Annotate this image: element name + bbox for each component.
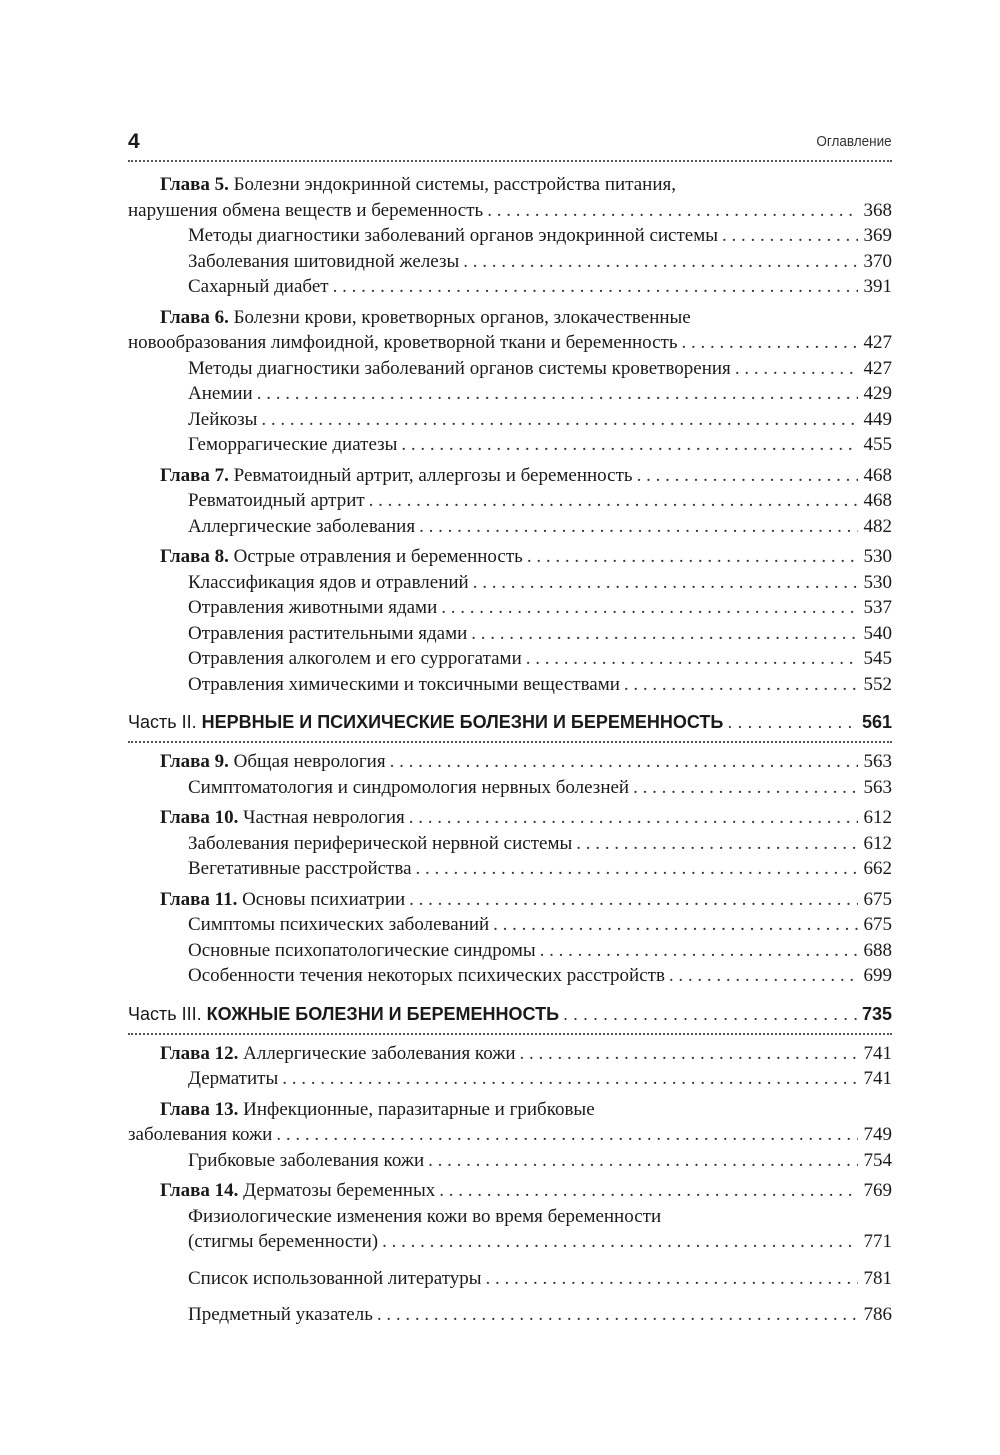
dot-leader xyxy=(633,775,858,801)
toc-section[interactable] xyxy=(128,570,892,596)
page-ref: 675 xyxy=(863,914,892,935)
dot-leader xyxy=(377,1302,858,1328)
part-title: НЕРВНЫЕ И ПСИХИЧЕСКИЕ БОЛЕЗНИ И БЕРЕМЕННОСТЬ xyxy=(201,712,724,732)
dot-leader xyxy=(527,544,858,570)
dot-leader xyxy=(276,1122,858,1148)
toc-section[interactable] xyxy=(128,646,892,672)
chapter-label: Глава 10. xyxy=(160,807,239,828)
page-ref: 563 xyxy=(863,751,892,772)
toc-section[interactable] xyxy=(128,963,892,989)
dot-leader xyxy=(463,249,858,275)
entry-title: Частная неврология xyxy=(243,807,405,828)
toc-section[interactable] xyxy=(128,621,892,647)
entry-title-cont: (стигмы беременности) xyxy=(188,1231,379,1252)
entry-title: Отравления алкоголем и его суррогатами xyxy=(188,648,522,669)
page-ref: 769 xyxy=(863,1180,892,1201)
part-label: Часть III. xyxy=(128,1003,202,1024)
page-ref: 530 xyxy=(863,546,892,567)
dot-leader xyxy=(257,381,858,407)
entry-title: Острые отравления и беременность xyxy=(233,546,523,567)
entry-title-cont: новообразования лимфоидной, кроветворной ткани и беременность xyxy=(128,332,678,353)
toc-section[interactable] xyxy=(128,432,892,458)
page-ref: 455 xyxy=(863,434,892,455)
page-ref: 468 xyxy=(863,464,892,486)
page-ref: 427 xyxy=(863,332,892,353)
page-ref: 735 xyxy=(861,1003,892,1024)
toc-section[interactable] xyxy=(128,381,892,407)
entry-title: Болезни крови, кроветворных органов, злокачественные xyxy=(233,306,691,328)
toc-section[interactable] xyxy=(128,249,892,275)
page-ref: 391 xyxy=(863,276,892,297)
chapter-label: Глава 5. xyxy=(160,174,229,195)
entry-title: Болезни эндокринной системы, расстройства питания, xyxy=(233,174,676,195)
toc-section[interactable] xyxy=(128,912,892,938)
toc-section[interactable] xyxy=(128,1204,892,1255)
dot-leader xyxy=(493,912,858,938)
entry-title: Классификация ядов и отравлений xyxy=(188,571,469,593)
page-ref: 688 xyxy=(863,939,892,961)
entry-title: Дерматиты xyxy=(188,1068,279,1089)
dot-leader xyxy=(416,856,858,882)
page-ref: 537 xyxy=(863,597,892,618)
entry-title-cont: заболевания кожи xyxy=(128,1124,273,1145)
toc-section[interactable] xyxy=(128,1266,892,1292)
toc-section[interactable] xyxy=(128,775,892,801)
entry-title: Методы диагностики заболеваний органов системы кроветворения xyxy=(188,357,731,379)
header-divider xyxy=(128,160,892,162)
entry-title: Симптоматология и синдромология нервных болезней xyxy=(188,776,630,798)
dot-leader xyxy=(333,274,858,300)
entry-title: Заболевания шитовидной железы xyxy=(188,250,460,272)
page-ref: 749 xyxy=(863,1124,892,1145)
toc-section[interactable] xyxy=(128,514,892,540)
entry-title: Предметный указатель xyxy=(188,1304,373,1325)
entry-title: Аллергические заболевания кожи xyxy=(243,1042,516,1064)
entry-title: Анемии xyxy=(188,383,253,404)
part-title: КОЖНЫЕ БОЛЕЗНИ И БЕРЕМЕННОСТЬ xyxy=(206,1003,560,1024)
toc-section[interactable] xyxy=(128,595,892,621)
dot-leader xyxy=(735,356,858,382)
dot-leader xyxy=(369,488,858,514)
entry-title: Особенности течения некоторых психических расстройств xyxy=(188,965,665,986)
page-header xyxy=(128,130,892,160)
entry-title: Лейкозы xyxy=(188,408,258,430)
chapter-label: Глава 7. xyxy=(160,464,229,486)
dot-leader xyxy=(563,997,858,1031)
toc-chapter[interactable] xyxy=(128,749,892,775)
toc-section[interactable] xyxy=(128,223,892,249)
toc-chapter[interactable] xyxy=(128,305,892,356)
page-ref: 530 xyxy=(863,571,892,593)
entry-title: Вегетативные расстройства xyxy=(188,858,412,879)
entry-title: Дерматозы беременных xyxy=(243,1180,436,1201)
dot-leader xyxy=(520,1041,858,1067)
page-ref: 563 xyxy=(863,776,892,798)
chapter-label: Глава 11. xyxy=(160,888,238,910)
page-ref: 771 xyxy=(863,1231,892,1252)
entry-title: Сахарный диабет xyxy=(188,276,329,297)
chapter-label: Глава 6. xyxy=(160,306,229,328)
dot-leader xyxy=(540,938,858,964)
dot-leader xyxy=(637,463,858,489)
page-ref: 786 xyxy=(863,1304,892,1325)
part-label: Часть II. xyxy=(128,712,197,732)
page-ref: 545 xyxy=(863,648,892,669)
page-ref: 675 xyxy=(863,888,892,910)
entry-title: Методы диагностики заболеваний органов эндокринной системы xyxy=(188,225,719,246)
page-ref: 754 xyxy=(863,1149,892,1171)
chapter-label: Глава 13. xyxy=(160,1098,239,1120)
dot-leader xyxy=(624,672,858,698)
toc-chapter[interactable] xyxy=(128,1178,892,1204)
dot-leader xyxy=(576,831,858,857)
page-number: 4 xyxy=(128,130,140,153)
toc-chapter[interactable] xyxy=(128,887,892,913)
page-ref: 781 xyxy=(863,1267,892,1289)
toc-chapter[interactable] xyxy=(128,1041,892,1067)
part-divider xyxy=(128,741,892,743)
dot-leader xyxy=(526,646,858,672)
toc-part[interactable] xyxy=(128,997,892,1031)
toc-section[interactable] xyxy=(128,1302,892,1328)
page-ref: 540 xyxy=(863,622,892,644)
toc-section[interactable] xyxy=(128,488,892,514)
entry-title: Отравления химическими и токсичными веществами xyxy=(188,673,620,695)
entry-title: Инфекционные, паразитарные и грибковые xyxy=(243,1098,595,1120)
dot-leader xyxy=(727,705,858,739)
entry-title: Отравления животными ядами xyxy=(188,597,438,618)
page-ref: 368 xyxy=(863,199,892,221)
toc-section[interactable] xyxy=(128,407,892,433)
toc-section[interactable] xyxy=(128,831,892,857)
dot-leader xyxy=(401,432,858,458)
toc-section[interactable] xyxy=(128,274,892,300)
dot-leader xyxy=(261,407,858,433)
entry-title: Основные психопатологические синдромы xyxy=(188,939,536,961)
page-ref: 370 xyxy=(863,250,892,272)
entry-title: Геморрагические диатезы xyxy=(188,434,398,455)
toc-section[interactable] xyxy=(128,1148,892,1174)
toc-section[interactable] xyxy=(128,1066,892,1092)
entry-title: Отравления растительными ядами xyxy=(188,622,468,644)
page-ref: 612 xyxy=(863,807,892,828)
chapter-label: Глава 9. xyxy=(160,751,229,772)
dot-leader xyxy=(441,595,858,621)
entry-title: Основы психиатрии xyxy=(242,888,406,910)
entry-title: Аллергические заболевания xyxy=(188,515,416,537)
page-ref: 662 xyxy=(863,858,892,879)
toc-chapter[interactable] xyxy=(128,172,892,223)
page-ref: 741 xyxy=(863,1042,892,1064)
entry-title: Ревматоидный артрит, аллергозы и беременность xyxy=(233,464,633,486)
toc-part[interactable] xyxy=(128,705,892,739)
dot-leader xyxy=(419,514,858,540)
page-ref: 468 xyxy=(863,490,892,511)
dot-leader xyxy=(439,1178,858,1204)
dot-leader xyxy=(428,1148,858,1174)
page-ref: 429 xyxy=(863,383,892,404)
entry-title: Общая неврология xyxy=(233,751,386,772)
toc-section[interactable] xyxy=(128,672,892,698)
toc-section[interactable] xyxy=(128,356,892,382)
page-ref: 561 xyxy=(861,712,892,732)
page-ref: 427 xyxy=(863,357,892,379)
dot-leader xyxy=(409,805,858,831)
entry-title: Симптомы психических заболеваний xyxy=(188,914,490,935)
page-ref: 482 xyxy=(863,515,892,537)
toc-chapter[interactable] xyxy=(128,463,892,489)
toc-section[interactable] xyxy=(128,938,892,964)
toc-chapter[interactable] xyxy=(128,805,892,831)
toc-chapter[interactable] xyxy=(128,544,892,570)
entry-title: Список использованной литературы xyxy=(188,1267,482,1289)
page-ref: 612 xyxy=(863,832,892,854)
toc-section[interactable] xyxy=(128,856,892,882)
dot-leader xyxy=(682,330,858,356)
page-ref: 552 xyxy=(863,673,892,695)
chapter-label: Глава 8. xyxy=(160,546,229,567)
dot-leader xyxy=(473,570,858,596)
dot-leader xyxy=(471,621,858,647)
entry-title-cont: нарушения обмена веществ и беременность xyxy=(128,199,484,221)
dot-leader xyxy=(722,223,858,249)
table-of-contents xyxy=(128,172,892,1328)
dot-leader xyxy=(409,887,858,913)
entry-title: Грибковые заболевания кожи xyxy=(188,1149,425,1171)
dot-leader xyxy=(390,749,858,775)
entry-title: Заболевания периферической нервной системы xyxy=(188,832,573,854)
dot-leader xyxy=(487,198,858,224)
running-title: Оглавление xyxy=(816,133,892,150)
toc-chapter[interactable] xyxy=(128,1097,892,1148)
entry-title: Ревматоидный артрит xyxy=(188,490,365,511)
chapter-label: Глава 14. xyxy=(160,1180,239,1201)
dot-leader xyxy=(382,1229,858,1255)
dot-leader xyxy=(486,1266,858,1292)
page-ref: 741 xyxy=(863,1068,892,1089)
dot-leader xyxy=(282,1066,858,1092)
part-divider xyxy=(128,1033,892,1035)
chapter-label: Глава 12. xyxy=(160,1042,239,1064)
dot-leader xyxy=(669,963,858,989)
page-ref: 369 xyxy=(863,225,892,246)
entry-title: Физиологические изменения кожи во время беременности xyxy=(188,1205,662,1227)
page-ref: 449 xyxy=(863,408,892,430)
page-ref: 699 xyxy=(863,965,892,986)
